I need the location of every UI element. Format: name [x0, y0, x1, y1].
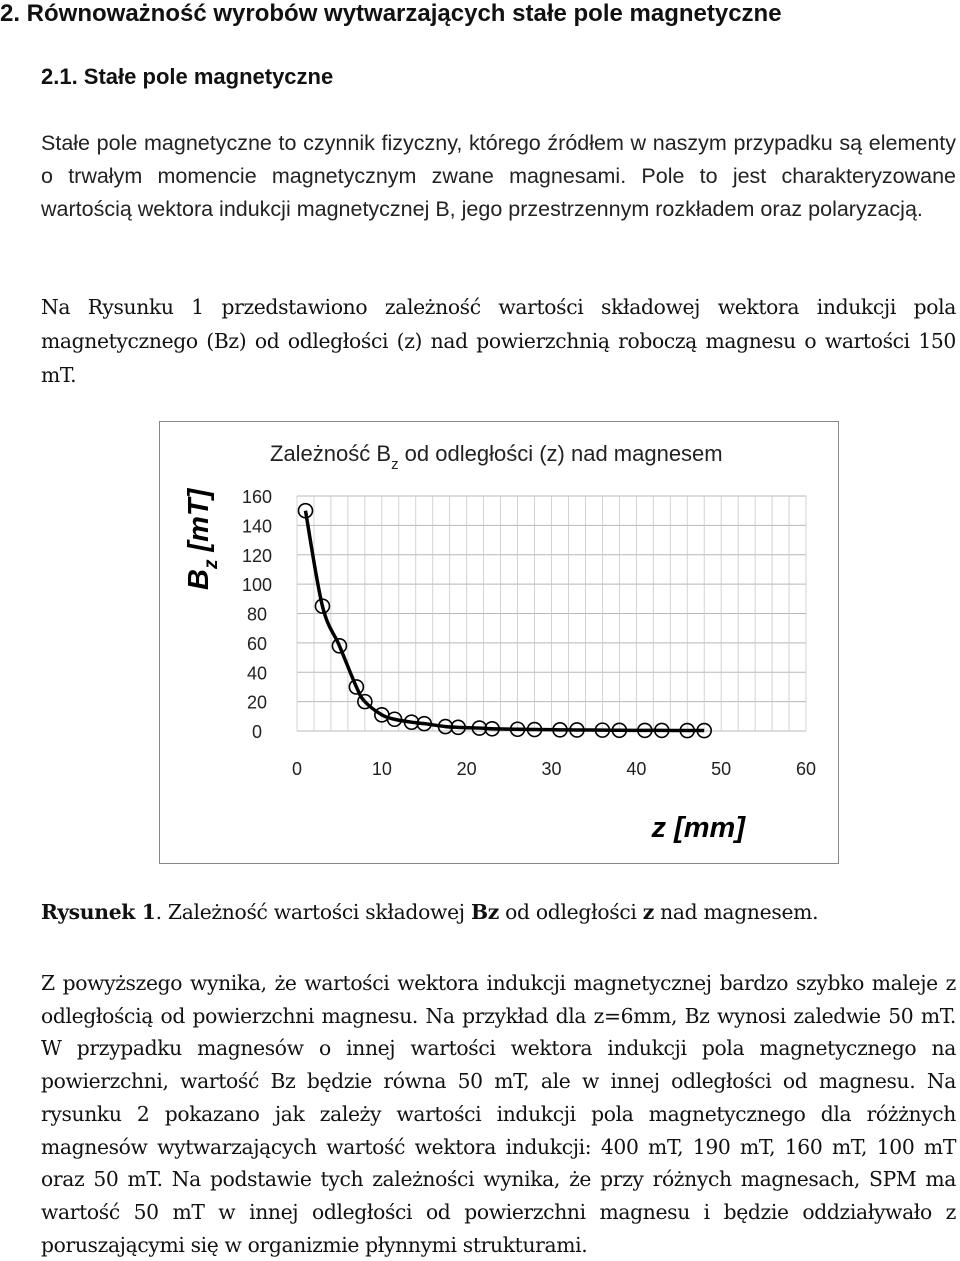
y-tick-label: 60	[246, 633, 268, 654]
caption-text-c: nad magnesem.	[653, 900, 819, 924]
y-axis-label: $B_z$ [mT]	[183, 488, 222, 590]
x-tick-label: 10	[371, 759, 392, 779]
caption-text-b: od odległości	[499, 900, 643, 924]
y-tick-label: 80	[246, 604, 268, 625]
caption-bold-bz: Bz	[470, 900, 499, 924]
paragraph-conclusion: Z powyższego wynika, że wartości wektora indukcji magnetycznej bardzo szybko maleje z odległością od powierzchni magnesu. Na przykład dla z=6mm, Bz wynosi zaledwie 50 mT. W przypadku magnesów o innej wartości wektora indukcji pola magnetycznego na powierzchni, wartość Bz będzie równa 50 mT, ale w innej odległości od magnesu. Na rysunku 2 pokazano jak zależy wartości indukcji pola magnetycznego dla różżnych magnesów wytwarzających wartość wektora indukcji: 400 mT, 190 mT, 160 mT, 100 mT oraz 50 mT. Na podstawie tych zależności wynika, że przy różnych magnesach, SPM ma wartość 50 mT w innej odległości od powierzchni magnesu i będzie oddziaływało z poruszającymi się w organizmie płynnymi strukturami.	[41, 971, 956, 1257]
y-tick-label: 20	[246, 692, 268, 713]
chart-title: Zależność $B_z$ od odległości (z) nad magnesem	[270, 441, 723, 473]
x-tick-label: 30	[541, 759, 562, 779]
caption-bold-z: z	[642, 900, 654, 924]
x-tick-label: 50	[711, 759, 732, 779]
series-line	[305, 511, 704, 731]
paragraph-intro: Stałe pole magnetyczne to czynnik fizyczny, którego źródłem w naszym przypadku są elementy o trwałym momencie magnetycznym zwane magnesami. Pole to jest charakteryzowane wartością wektora indukcji magnetycznej B, jego przestrzennym rozkładem oraz polaryzacją.	[41, 131, 956, 221]
caption-text-a: . Zależność wartości składowej	[155, 900, 471, 924]
y-tick-label: 140	[241, 516, 273, 537]
y-tick-label: 160	[241, 487, 273, 507]
x-axis-label: z [mm]	[651, 812, 745, 844]
x-tick-label: 0	[291, 759, 303, 779]
y-tick-label: 100	[241, 575, 273, 596]
subsection-heading: 2.1. Stałe pole magnetyczne	[41, 64, 334, 89]
paragraph-figure-reference: Na Rysunku 1 przedstawiono zależność wartości składowej wektora indukcji pola magnetycznego (Bz) od odległości (z) nad powierzchnią roboczą magnesu o wartości 150 mT.	[41, 295, 956, 387]
x-tick-label: 40	[626, 759, 647, 779]
x-tick-label: 60	[795, 759, 817, 779]
y-tick-label: 120	[241, 545, 273, 566]
section-heading: 2. Równoważność wyrobów wytwarzających stałe pole magnetyczne	[0, 0, 782, 27]
x-tick-label: 20	[456, 759, 477, 779]
figure-caption	[41, 900, 818, 924]
y-tick-label: 40	[246, 663, 268, 684]
y-tick-label: 0	[251, 722, 263, 742]
caption-label: Rysunek 1	[41, 900, 156, 924]
